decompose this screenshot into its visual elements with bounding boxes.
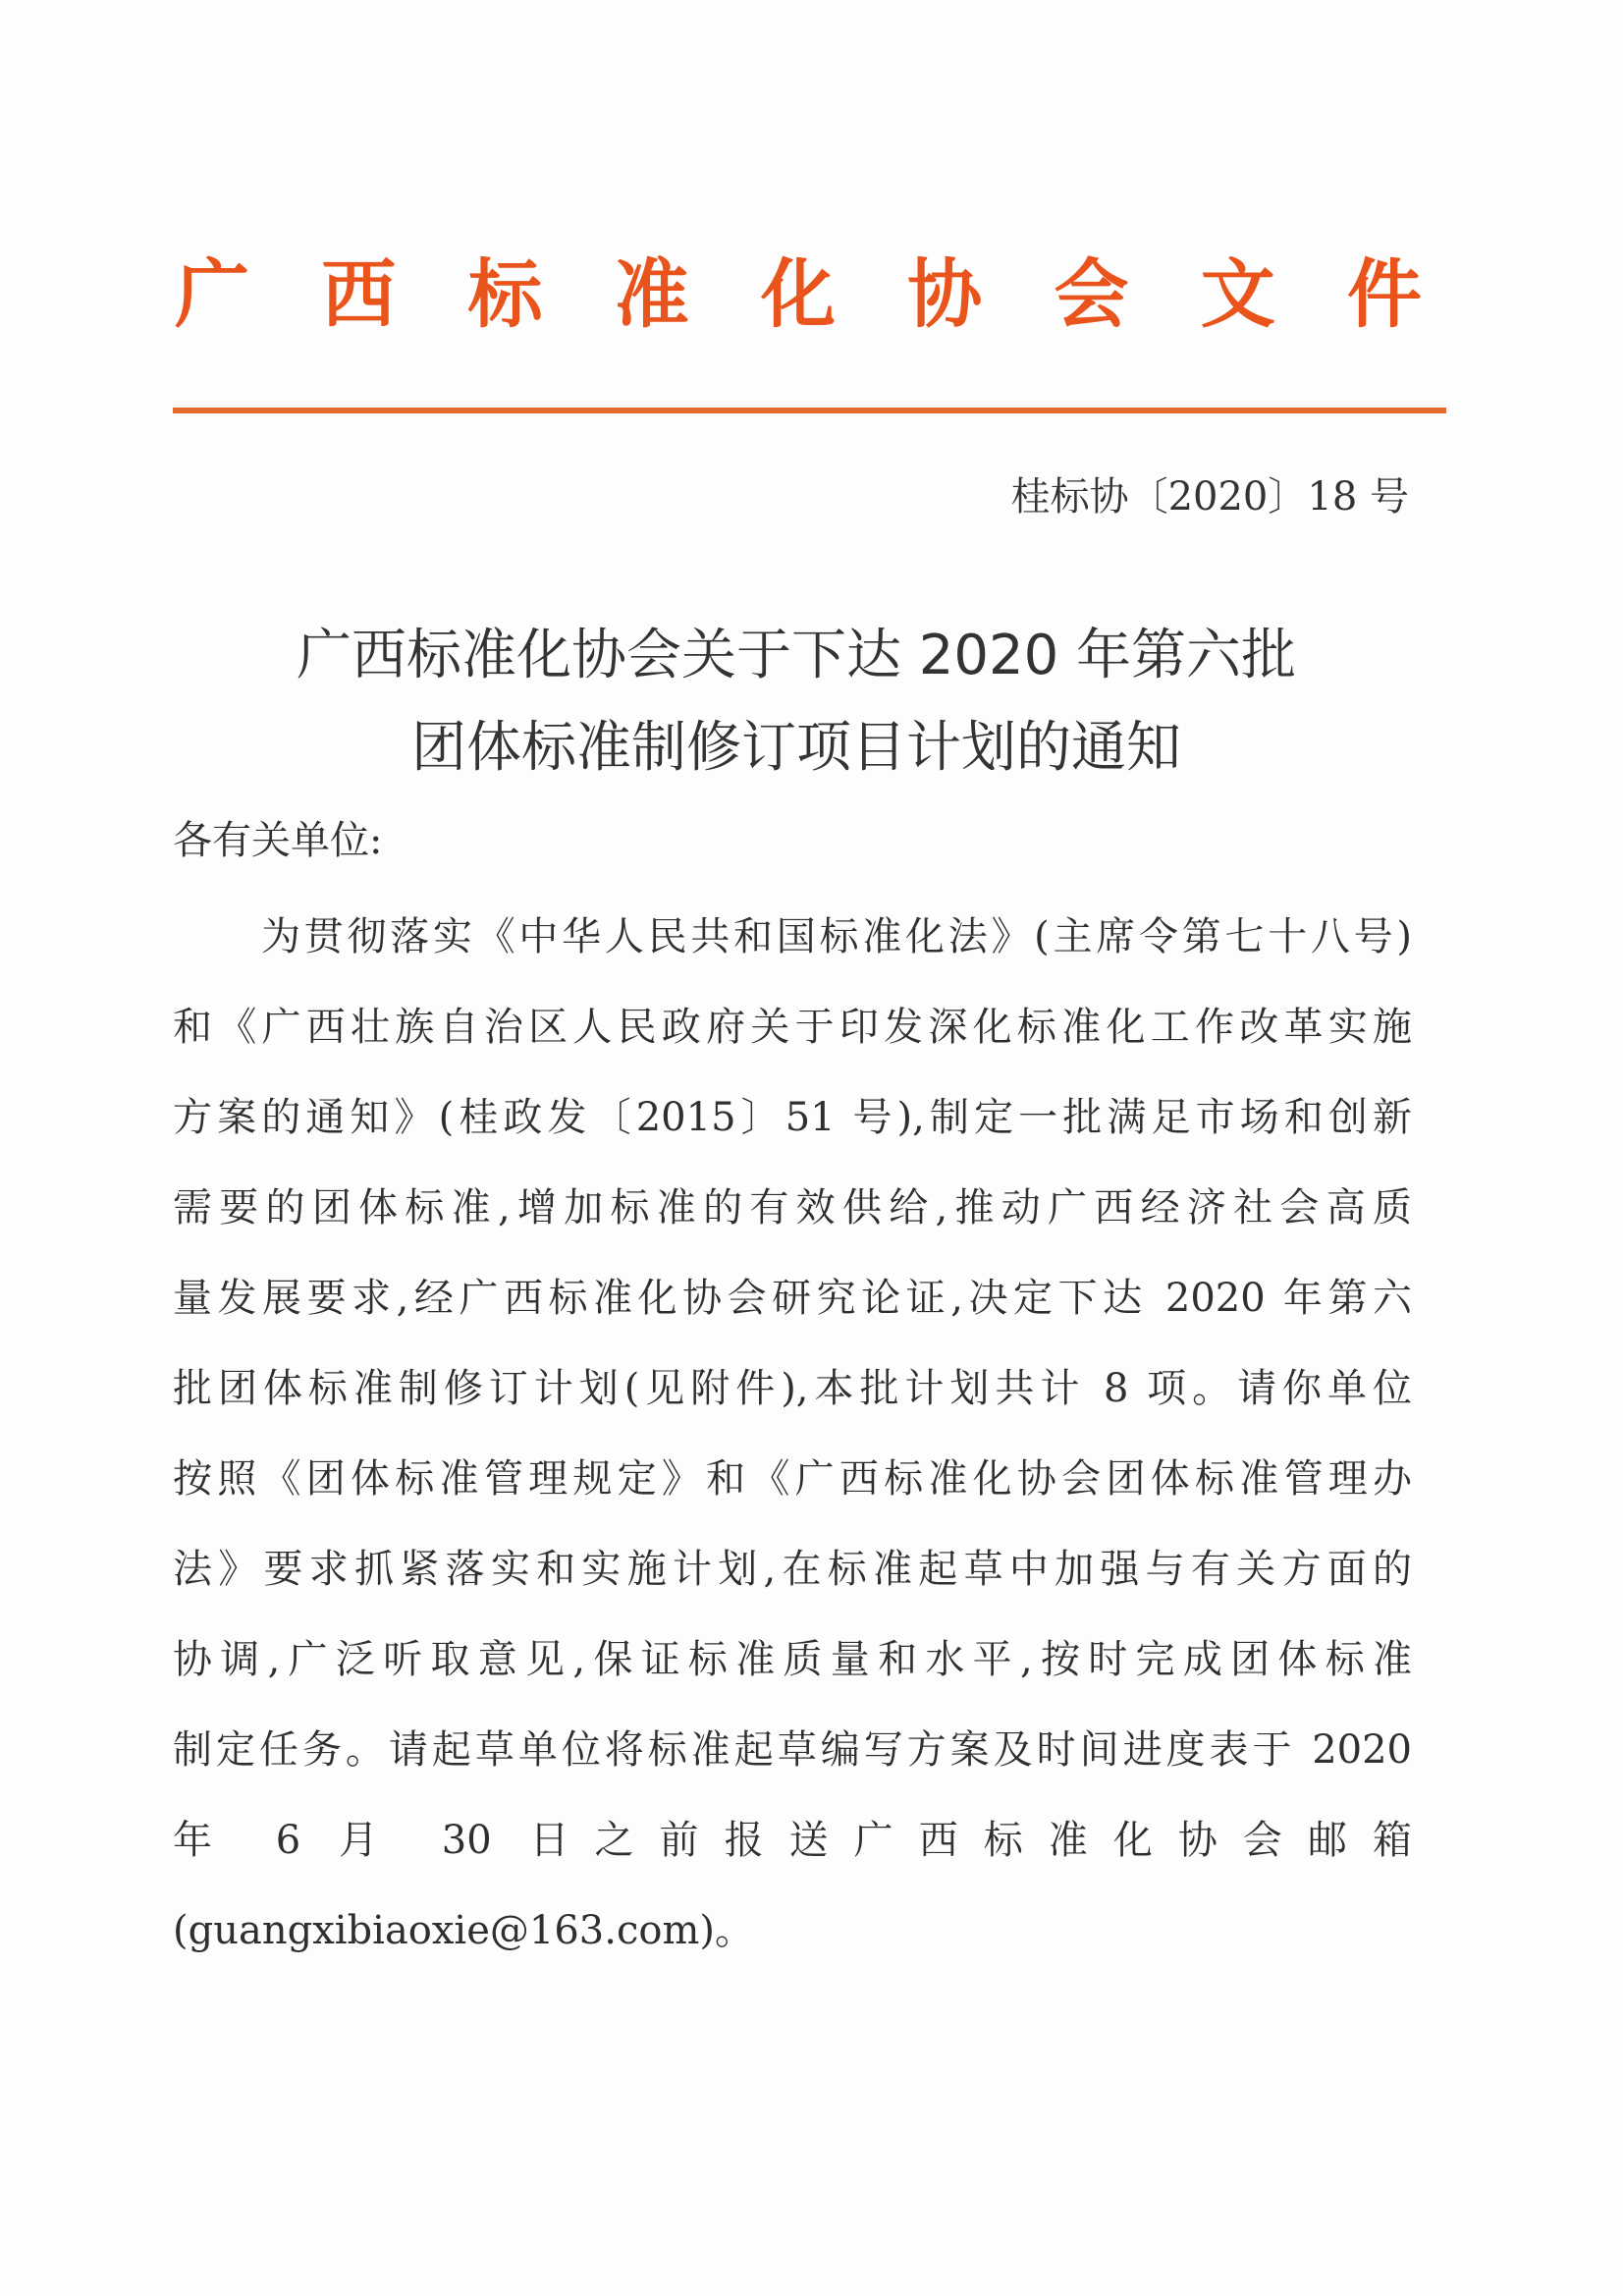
- masthead-char: 文: [1200, 250, 1275, 338]
- document-title-line-2: 团体标准制修订项目计划的通知: [411, 716, 1181, 780]
- masthead-char: 广: [175, 250, 249, 338]
- document-number: 桂标协〔2020〕18 号: [1010, 474, 1409, 519]
- salutation: 各有关单位:: [173, 818, 383, 863]
- body-text-line: 按照《团体标准管理规定》和《广西标准化协会团体标准管理办: [173, 1456, 1412, 1502]
- body-text-line: 和《广西壮族自治区人民政府关于印发深化标准化工作改革实施: [173, 1005, 1412, 1050]
- body-text-line: 法》要求抓紧落实和实施计划,在标准起草中加强与有关方面的: [173, 1547, 1412, 1592]
- body-text-line: 制定任务。请起草单位将标准起草编写方案及时间进度表于 2020: [173, 1727, 1412, 1773]
- email-address-line: (guangxibiaoxie@163.com)。: [173, 1908, 754, 1953]
- masthead-char: 标: [467, 250, 543, 338]
- body-text-line: 需要的团体标准,增加标准的有效供给,推动广西经济社会高质: [173, 1185, 1412, 1230]
- body-text-line: 量发展要求,经广西标准化协会研究论证,决定下达 2020 年第六: [173, 1276, 1412, 1321]
- masthead-char: 协: [907, 250, 983, 338]
- body-text-line: 协调,广泛听取意见,保证标准质量和水平,按时完成团体标准: [173, 1637, 1412, 1682]
- masthead-char: 件: [1347, 250, 1422, 338]
- masthead-char: 西: [321, 250, 397, 338]
- masthead-char: 准: [614, 250, 689, 338]
- body-text-line: 为贯彻落实《中华人民共和国标准化法》(主席令第七十八号): [261, 914, 1412, 959]
- masthead-char: 会: [1054, 250, 1129, 338]
- body-text-line: 批团体标准制修订计划(见附件),本批计划共计 8 项。请你单位: [173, 1366, 1412, 1411]
- masthead-title: [175, 246, 1422, 344]
- document-title-line-1: 广西标准化协会关于下达 2020 年第六批: [296, 624, 1297, 687]
- body-text-line: 年 6 月 30 日之前报送广西标准化协会邮箱: [173, 1818, 1412, 1863]
- masthead-char: 化: [761, 250, 836, 338]
- body-text-line: 方案的通知》(桂政发〔2015〕51 号),制定一批满足市场和创新: [173, 1095, 1412, 1140]
- masthead-divider: [173, 408, 1446, 413]
